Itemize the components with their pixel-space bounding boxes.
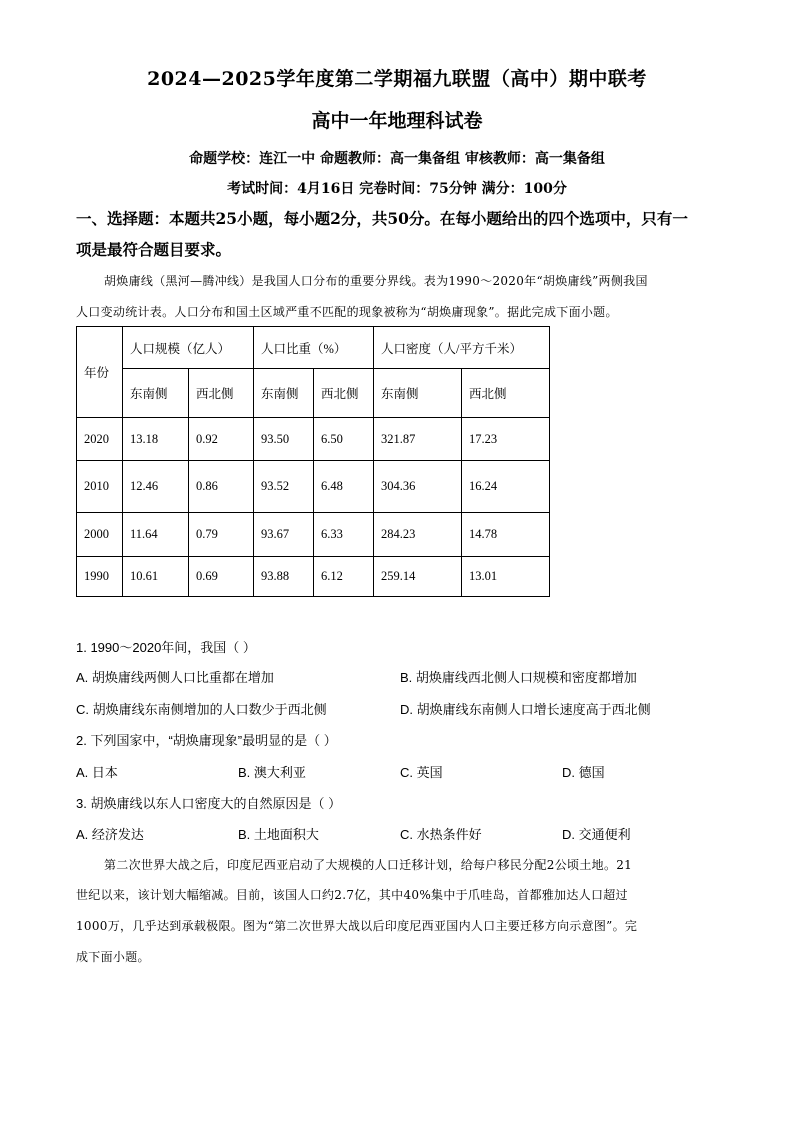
question-2-stem: 2. 下列国家中，“胡焕庸现象”最明显的是（ ） (76, 733, 337, 748)
question-2-option-c[interactable]: C. 英国 (400, 765, 443, 780)
sub-header: 西北侧 (189, 369, 254, 418)
passage2-line-4: 成下面小题。 (76, 950, 150, 964)
sub-header: 东南侧 (123, 369, 189, 418)
section-instructions-line-1: 一、选择题：本题共25小题，每小题2分，共50分。在每小题给出的四个选项中，只有一 (76, 209, 688, 228)
passage1-line-2: 人口变动统计表。人口分布和国土区域严重不匹配的现象被称为“胡焕庸现象”。据此完成下面小题。 (76, 305, 618, 319)
group-header-population: 人口规模（亿人） (123, 327, 254, 369)
question-1-option-b[interactable]: B. 胡焕庸线西北侧人口规模和密度都增加 (400, 670, 637, 685)
table-cell: 13.01 (462, 557, 550, 597)
table-cell: 6.33 (314, 513, 374, 557)
population-table (76, 326, 550, 597)
table-cell: 13.18 (123, 418, 189, 461)
question-3-option-d[interactable]: D. 交通便利 (562, 827, 631, 842)
question-3-option-a[interactable]: A. 经济发达 (76, 827, 144, 842)
year-cell: 1990 (77, 557, 123, 597)
table-cell: 93.52 (254, 461, 314, 513)
table-row (77, 418, 550, 461)
table-cell: 12.46 (123, 461, 189, 513)
table-cell: 321.87 (374, 418, 462, 461)
table-cell: 16.24 (462, 461, 550, 513)
year-cell: 2000 (77, 513, 123, 557)
table-cell: 93.88 (254, 557, 314, 597)
exam-time-info: 考试时间：4月16日 完卷时间：75分钟 满分：100分 (227, 181, 567, 197)
year-header: 年份 (77, 327, 123, 418)
group-header-share: 人口比重（%） (254, 327, 374, 369)
exam-subtitle: 高中一年地理科试卷 (311, 110, 483, 132)
question-3-option-b[interactable]: B. 土地面积大 (238, 827, 319, 842)
question-1-option-d[interactable]: D. 胡焕庸线东南侧人口增长速度高于西北侧 (400, 702, 651, 717)
table-cell: 259.14 (374, 557, 462, 597)
question-2-option-a[interactable]: A. 日本 (76, 765, 118, 780)
question-3-option-c[interactable]: C. 水热条件好 (400, 827, 482, 842)
setter-info: 命题学校：连江一中 命题教师：高一集备组 审核教师：高一集备组 (189, 151, 605, 167)
table-cell: 6.48 (314, 461, 374, 513)
table-cell: 0.69 (189, 557, 254, 597)
question-1-stem: 1. 1990～2020年间，我国（ ） (76, 640, 256, 655)
table-row (77, 513, 550, 557)
table-cell: 0.86 (189, 461, 254, 513)
question-1-option-c[interactable]: C. 胡焕庸线东南侧增加的人口数少于西北侧 (76, 702, 327, 717)
exam-title: 2024—2025学年度第二学期福九联盟（高中）期中联考 (147, 68, 647, 90)
question-2-option-b[interactable]: B. 澳大利亚 (238, 765, 306, 780)
table-cell: 0.92 (189, 418, 254, 461)
table-cell: 10.61 (123, 557, 189, 597)
table-cell: 17.23 (462, 418, 550, 461)
table-row (77, 461, 550, 513)
year-cell: 2010 (77, 461, 123, 513)
table-cell: 14.78 (462, 513, 550, 557)
sub-header: 西北侧 (314, 369, 374, 418)
table-cell: 0.79 (189, 513, 254, 557)
sub-header: 东南侧 (374, 369, 462, 418)
table-cell: 6.12 (314, 557, 374, 597)
passage2-line-3: 1000万，几乎达到承载极限。图为“第二次世界大战以后印度尼西亚国内人口主要迁移方向示意图”。完 (76, 919, 638, 933)
passage1-line-1: 胡焕庸线（黑河—腾冲线）是我国人口分布的重要分界线。表为1990～2020年“胡焕庸线”两侧我国 (104, 274, 648, 288)
table-subheader-row (77, 369, 550, 418)
passage2-line-1: 第二次世界大战之后，印度尼西亚启动了大规模的人口迁移计划，给每户移民分配2公顷土地。21 (104, 858, 633, 872)
year-cell: 2020 (77, 418, 123, 461)
sub-header: 东南侧 (254, 369, 314, 418)
sub-header: 西北侧 (462, 369, 550, 418)
table-cell: 284.23 (374, 513, 462, 557)
section-instructions-line-2: 项是最符合题目要求。 (76, 240, 232, 259)
table-cell: 11.64 (123, 513, 189, 557)
question-3-stem: 3. 胡焕庸线以东人口密度大的自然原因是（ ） (76, 796, 342, 811)
question-2-option-d[interactable]: D. 德国 (562, 765, 605, 780)
table-header-row (77, 327, 550, 369)
table-row (77, 557, 550, 597)
table-cell: 93.67 (254, 513, 314, 557)
table-cell: 304.36 (374, 461, 462, 513)
table-cell: 93.50 (254, 418, 314, 461)
question-1-option-a[interactable]: A. 胡焕庸线两侧人口比重都在增加 (76, 670, 274, 685)
passage2-line-2: 世纪以来，该计划大幅缩减。目前，该国人口约2.7亿，其中40%集中于爪哇岛，首都雅加达人口超过 (76, 888, 628, 902)
table-cell: 6.50 (314, 418, 374, 461)
group-header-density: 人口密度（人/平方千米） (374, 327, 550, 369)
